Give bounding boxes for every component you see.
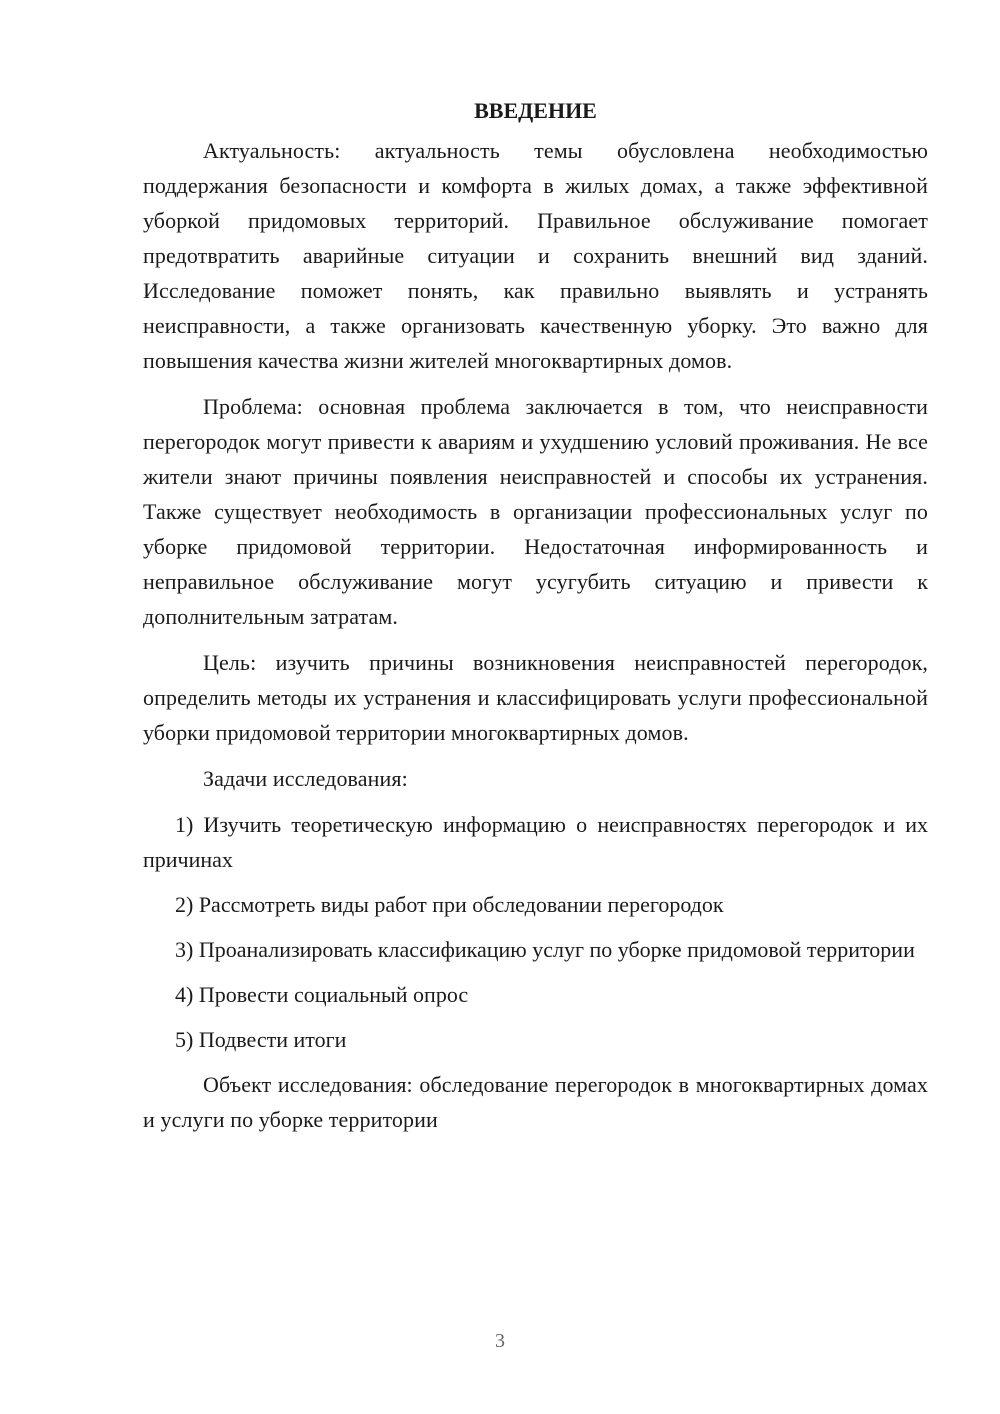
list-item: 4) Провести социальный опрос: [175, 982, 469, 1007]
page-title: ВВЕДЕНИЕ: [474, 98, 597, 123]
document-page: [143, 93, 928, 1148]
list-item: 1) Изучить теоретическую информацию о неисправностях перегородок и их причинах: [143, 812, 928, 872]
paragraph-goal: Цель: изучить причины возникновения неисправностей перегородок, определить методы их устранения и классифицировать услуги профессиональной уборки придомовой территории многоквартирных домов.: [143, 650, 928, 745]
tasks-heading: Задачи исследования:: [203, 766, 408, 791]
paragraph-object: Объект исследования: обследование перегородок в многоквартирных домах и услуги по уборке территории: [143, 1072, 928, 1132]
paragraph-relevance: Актуальность: актуальность темы обусловлена необходимостью поддержания безопасности и комфорта в жилых домах, а также эффективной уборкой придомовых территорий. Правильное обслуживание помогает предотвратить аварийные ситуации и сохранить внешний вид зданий. Исследование поможет понять, как правильно выявлять и устранять неисправности, а также организовать качественную уборку. Это важно для повышения качества жизни жителей многоквартирных домов.: [143, 138, 928, 373]
list-item: 5) Подвести итоги: [175, 1027, 347, 1052]
paragraph-problem: Проблема: основная проблема заключается в том, что неисправности перегородок могут привести к авариям и ухудшению условий проживания. Не все жители знают причины появления неисправностей и способы их устранения. Также существует необходимость в организации профессиональных услуг по уборке придомовой территории. Недостаточная информированность и неправильное обслуживание могут усугубить ситуацию и привести к дополнительным затратам.: [143, 394, 928, 629]
tasks-list: [143, 807, 928, 1057]
page-number: 3: [495, 1330, 505, 1352]
list-item: 2) Рассмотреть виды работ при обследовании перегородок: [175, 892, 724, 917]
list-item: 3) Проанализировать классификацию услуг по уборке придомовой территории: [175, 937, 915, 962]
